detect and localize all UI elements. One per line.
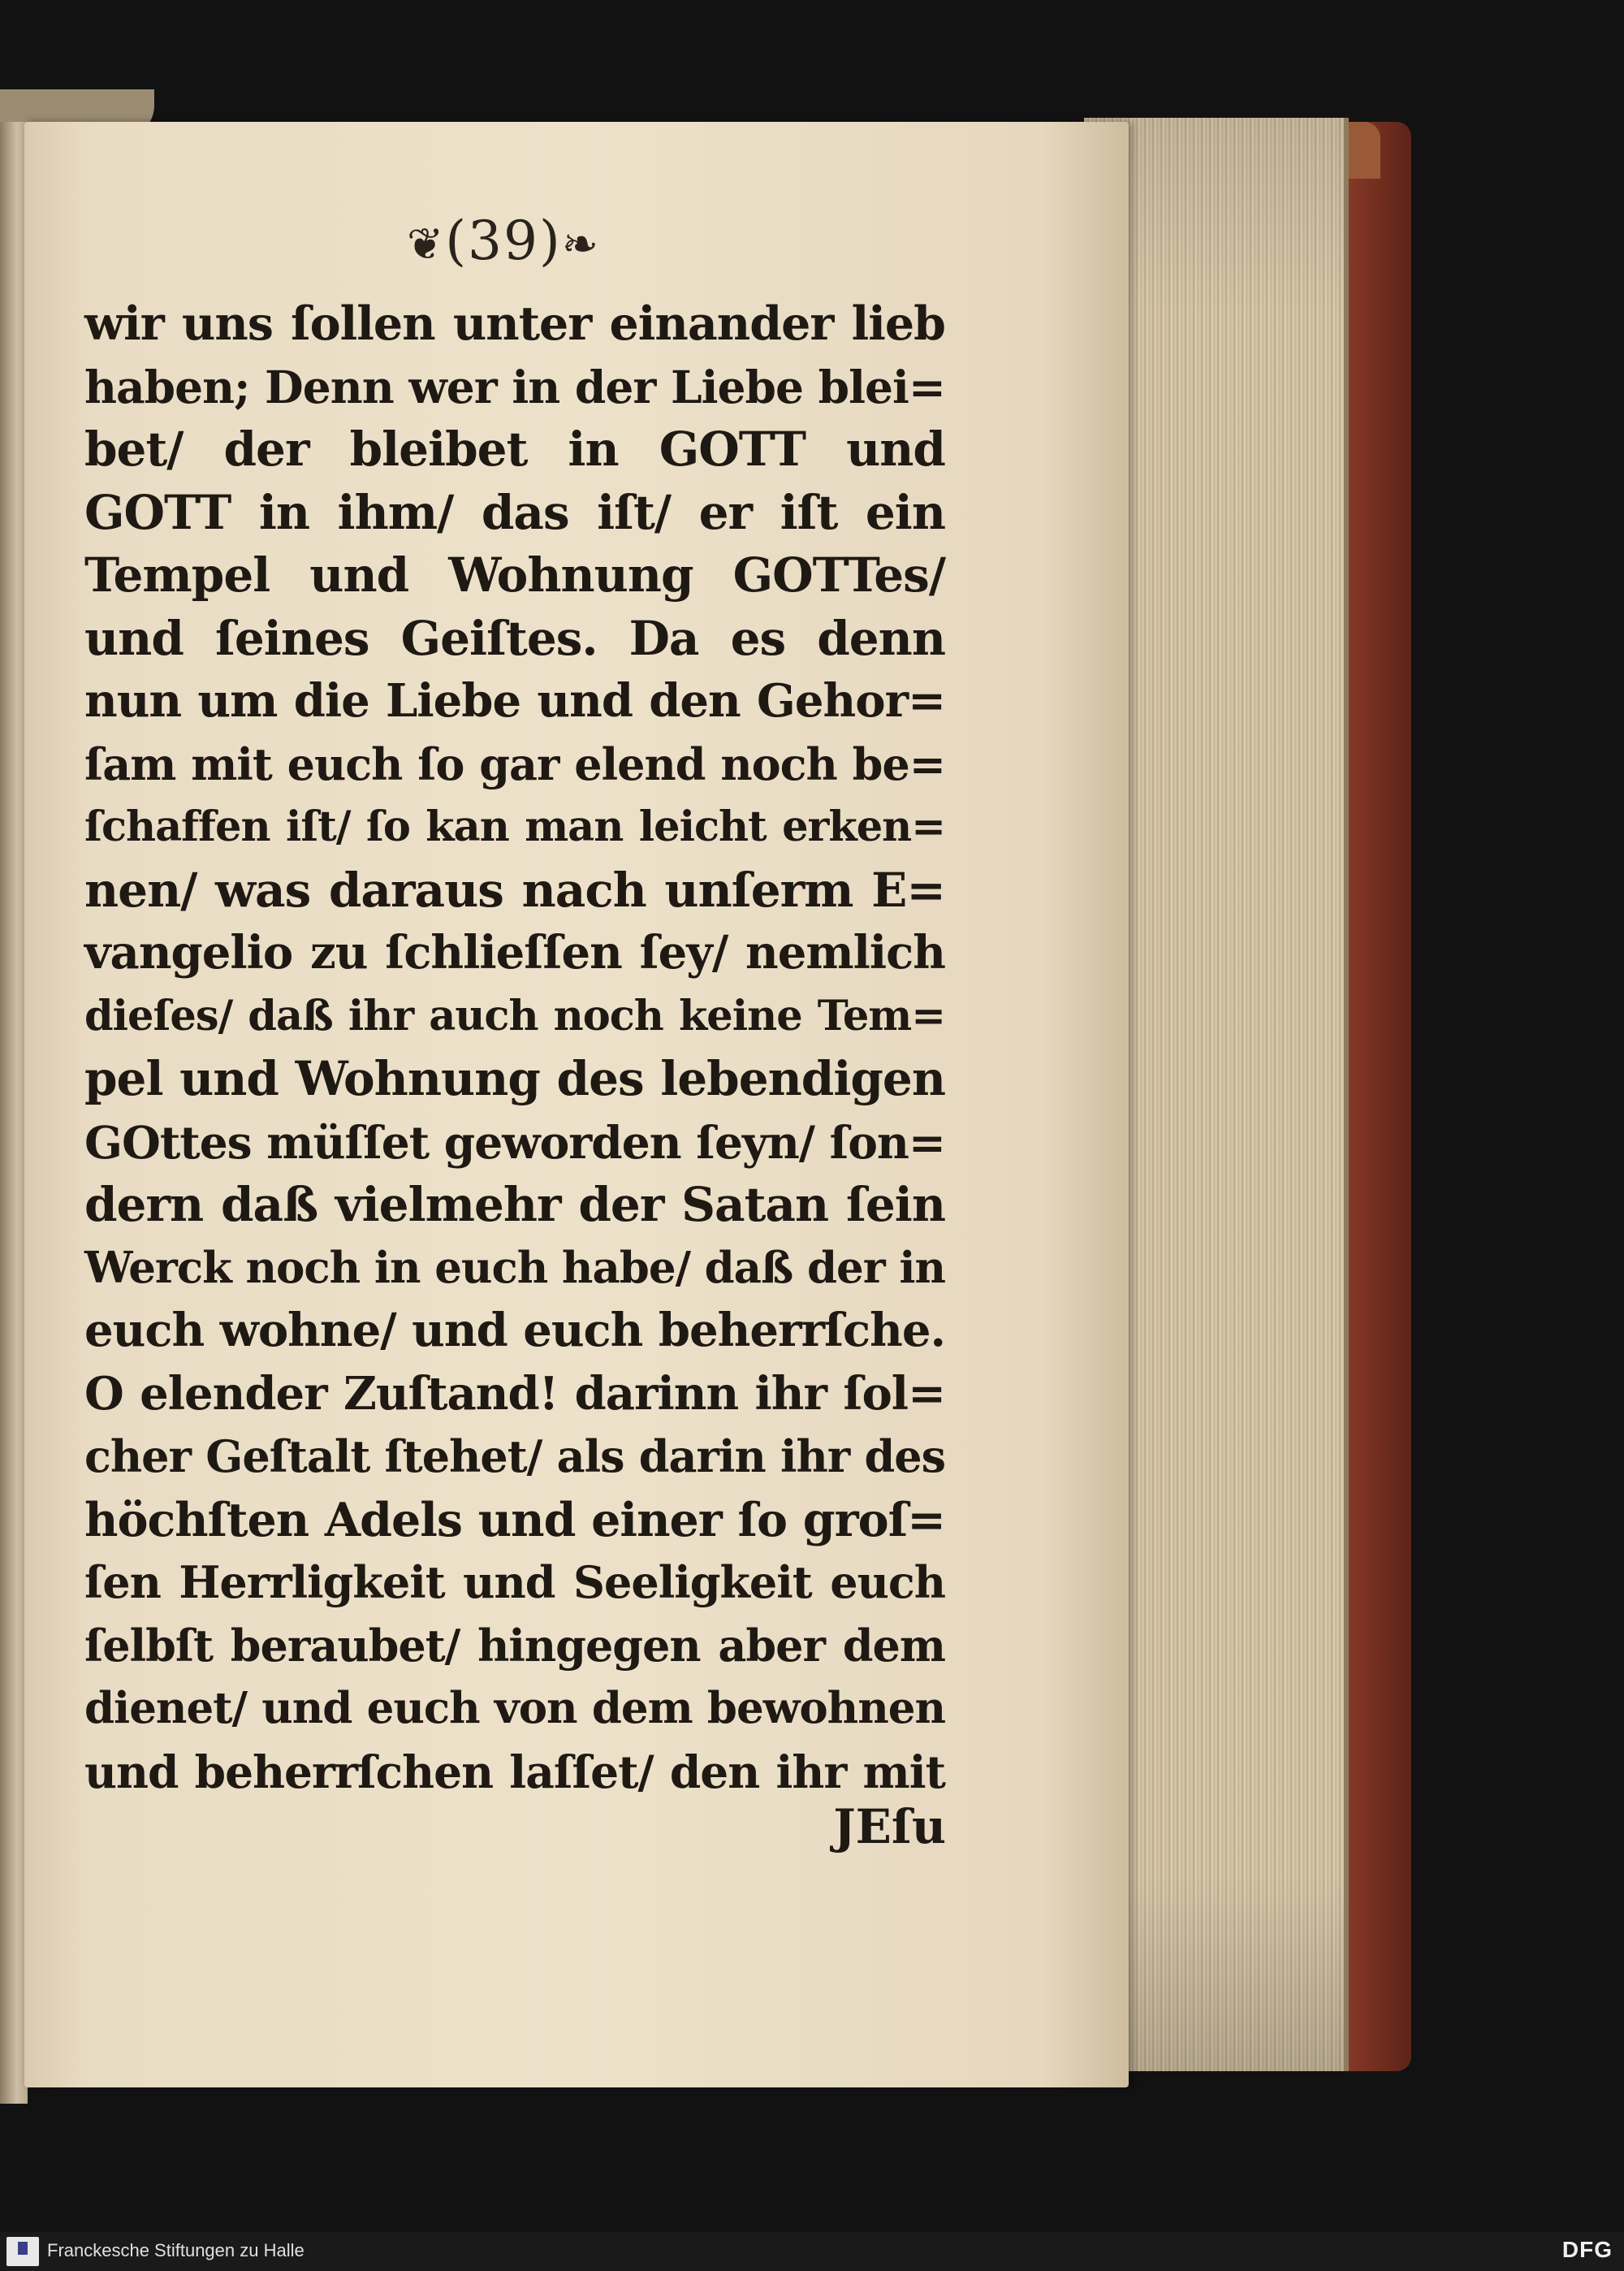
text-line: dienet/ und euch von dem bewohnen — [84, 1683, 945, 1733]
footer-bar — [0, 2232, 1624, 2271]
text-line: ſen Herrligkeit und Seeligkeit euch — [84, 1556, 945, 1608]
text-line: Tempel und Wohnung GOTTes/ — [84, 547, 945, 603]
page-number: (39) — [445, 210, 562, 272]
text-line: nun um die Liebe und den Gehor= — [84, 674, 945, 728]
ornament-right-icon: ❧ — [561, 218, 600, 270]
body-text — [84, 292, 945, 1803]
previous-page-edge — [0, 122, 28, 2104]
dfg-logo[interactable]: DFG — [1561, 2237, 1613, 2262]
text-line: euch wohne/ und euch beherrſche. — [84, 1304, 945, 1357]
text-line: vangelio zu ſchlieſſen ſey/ nemlich — [84, 926, 945, 980]
text-line: ſam mit euch ſo gar elend noch be= — [84, 738, 945, 790]
text-line: bet/ der bleibet in GOTT und — [84, 422, 945, 477]
text-line: Werck noch in euch habe/ daß der in — [84, 1242, 945, 1293]
text-line: pel und Wohnung des lebendigen — [84, 1051, 945, 1106]
text-line: höchſten Adels und einer ſo groſ= — [84, 1492, 945, 1547]
text-line: und ſeines Geiſtes. Da es denn — [84, 610, 945, 666]
text-line: ſchaffen iſt/ ſo kan man leicht erken= — [84, 802, 945, 851]
text-line: O elender Zuſtand! darinn ihr ſol= — [84, 1366, 945, 1421]
text-line: GOttes müſſet geworden ſeyn/ ſon= — [84, 1115, 945, 1169]
institution-name[interactable]: Franckesche Stiftungen zu Halle — [47, 2240, 304, 2260]
text-line: und beherrſchen laſſet/ den ihr mit — [84, 1745, 945, 1798]
institution-logo-icon — [6, 2237, 39, 2266]
text-line: wir uns ſollen unter einander lieb — [84, 296, 945, 351]
page-header — [333, 210, 674, 272]
text-line: nen/ was daraus nach unſerm E= — [84, 862, 945, 918]
text-line: ſelbſt beraubet/ hingegen aber dem — [84, 1619, 945, 1672]
text-line: haben; Denn wer in der Liebe blei= — [84, 360, 945, 413]
text-line: dern daß vielmehr der Satan ſein — [84, 1177, 945, 1232]
text-line: GOTT in ihm/ das iſt/ er iſt ein — [84, 484, 945, 540]
catchword: JEſu — [833, 1799, 946, 1854]
text-line: cher Geſtalt ſtehet/ als darin ihr des — [84, 1430, 945, 1482]
text-line: dieſes/ daß ihr auch noch keine Tem= — [84, 991, 945, 1040]
ornament-left-icon: ❦ — [407, 218, 446, 270]
